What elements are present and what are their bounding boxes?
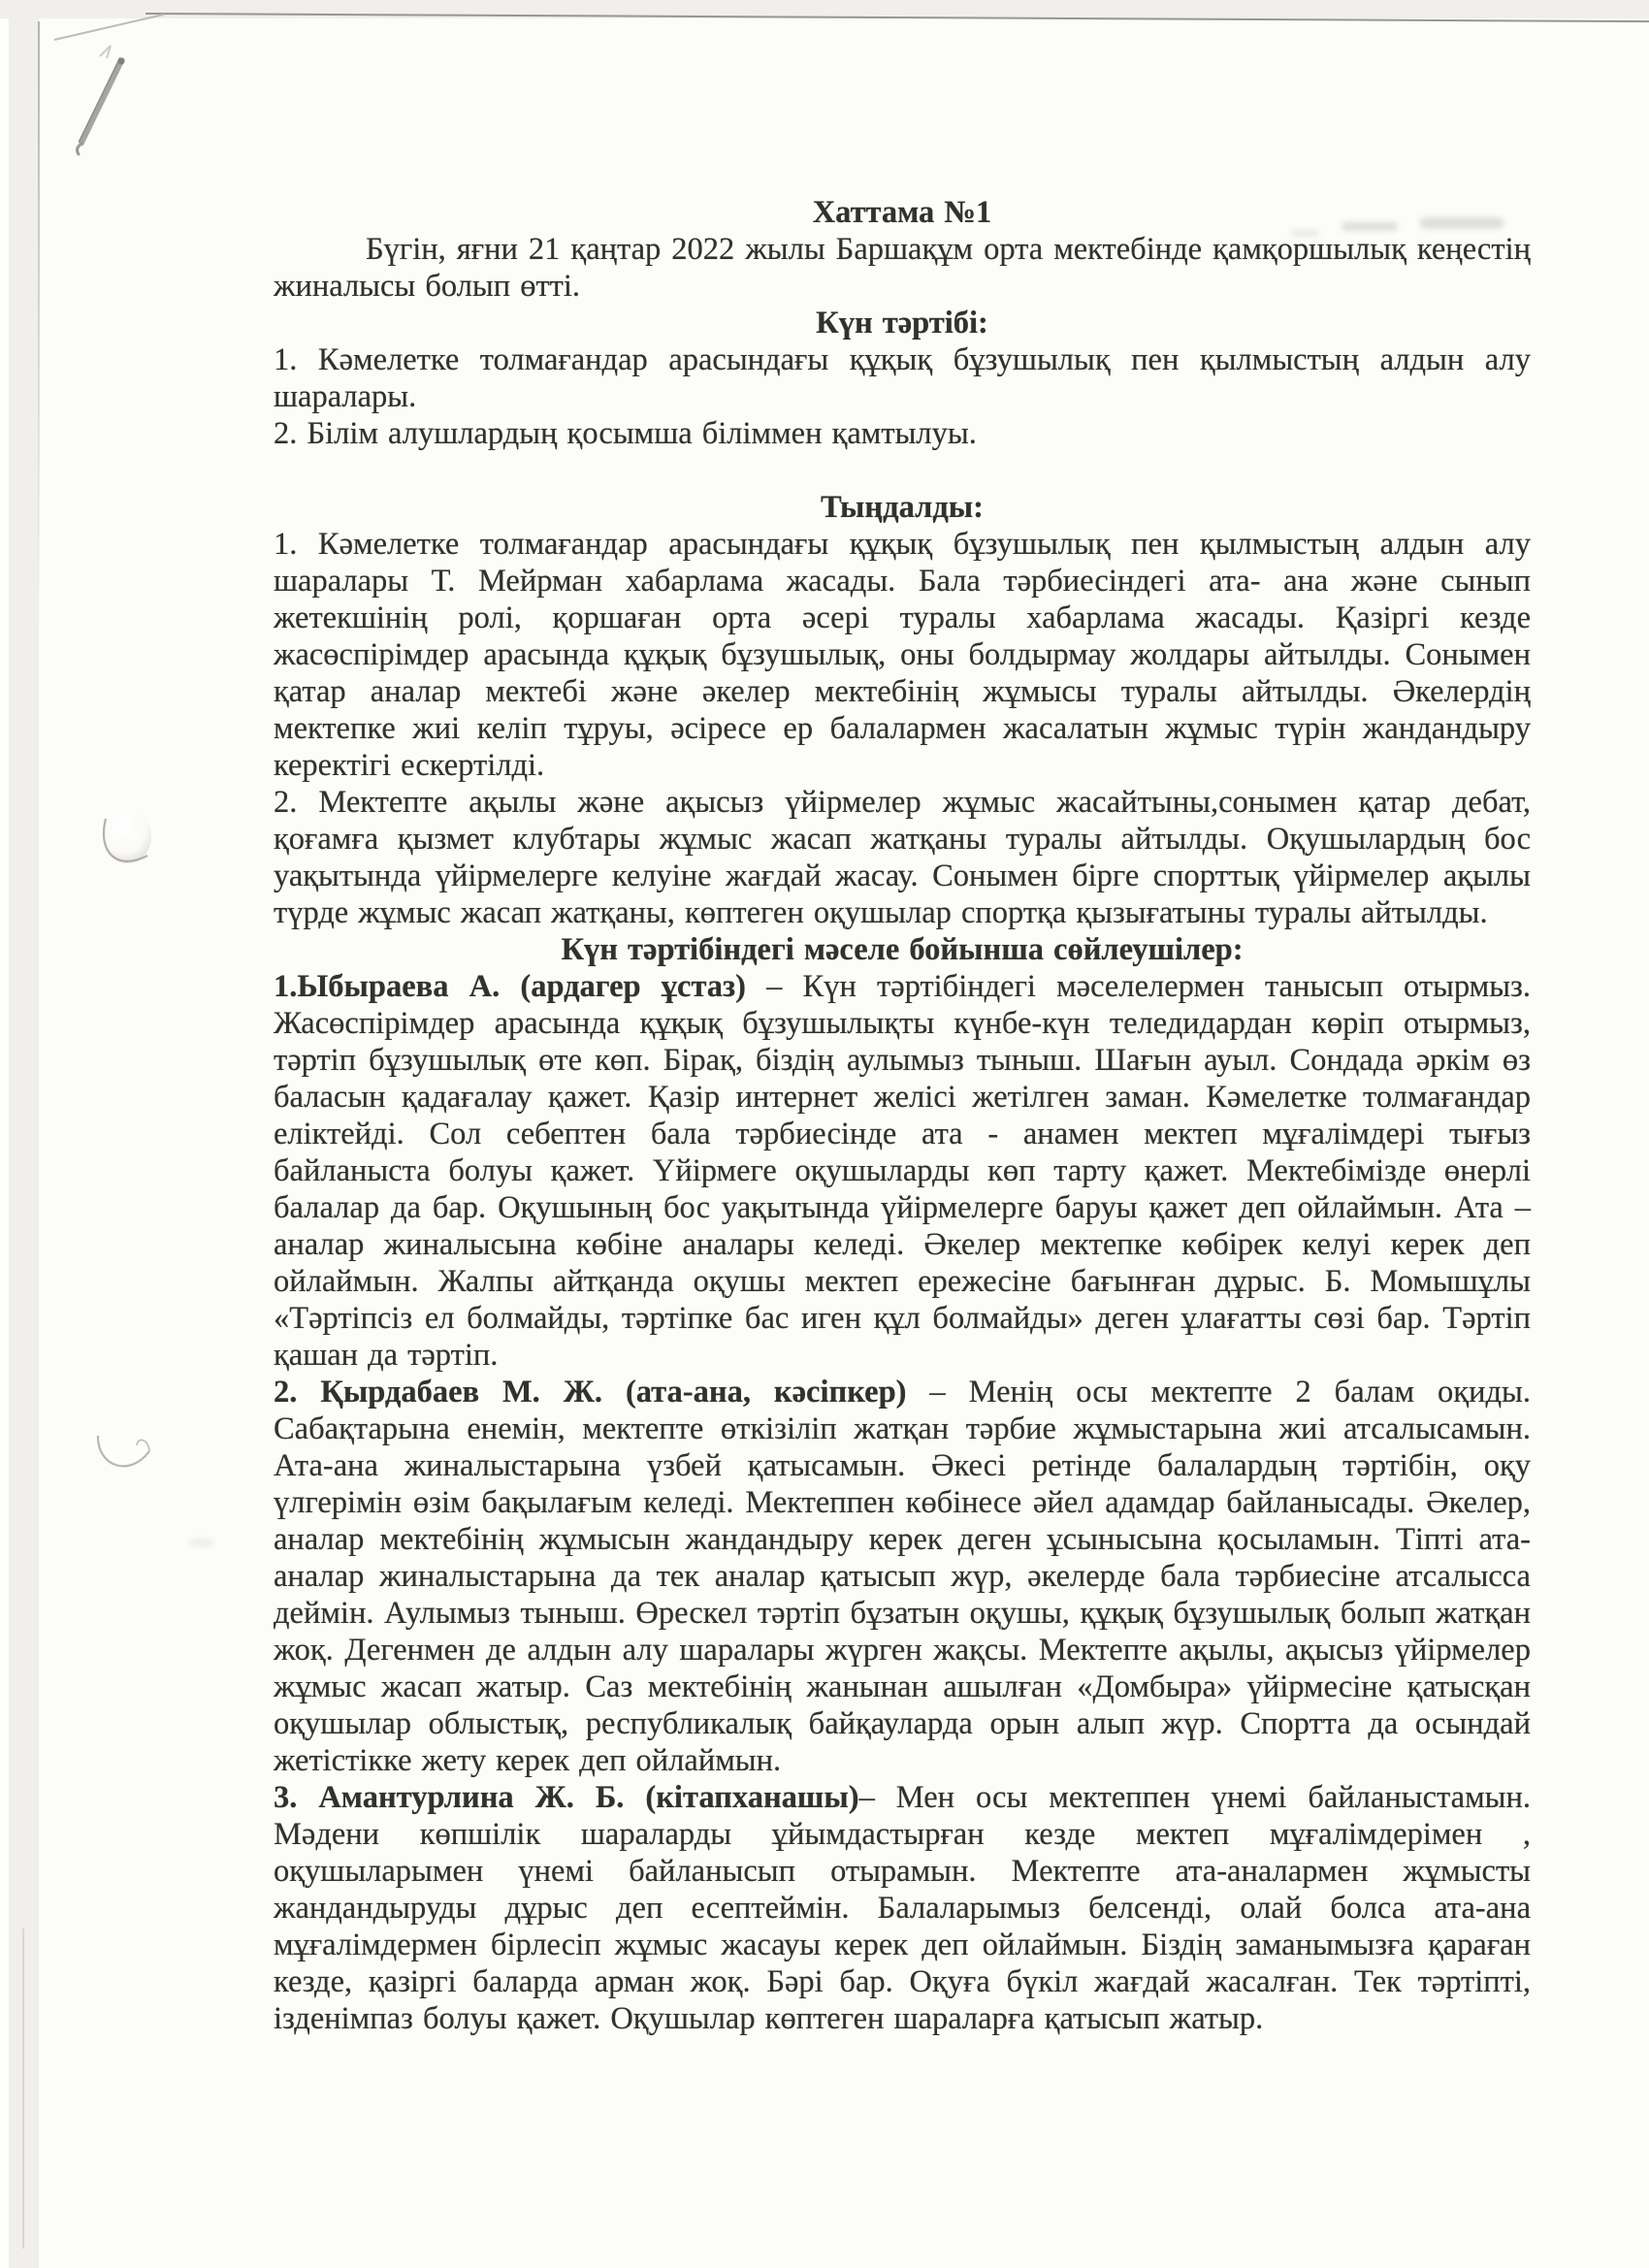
speaker-paragraph-3	[274, 1779, 1531, 2037]
page-left-edge-lower-line	[22, 1928, 24, 2249]
paper-curl-mark-1	[103, 809, 151, 863]
speaker-1-speech: – Күн тәртібіндегі мәселелермен танысып отырмыз. Жасөспірімдер арасында құқық бұзушылықты күнбе-күн теледидардан көріп отырмыз, тәртіп бұзушылық өте көп. Бірақ, біздің аулымыз тыныш. Шағын ауыл. Сондада әркім өз баласын қадағалау қажет. Қазір интернет желісі жетілген заман. Кәмелетке толмағандар еліктейді. Сол себептен бала тәрбиесінде ата - анамен мектеп мұғалімдері тығыз байланыста болуы қажет. Үйірмеге оқушыларды көп тарту қажет. Мектебімізде өнерлі балалар да бар. Оқушының бос уақытында үйірмелерге баруы қажет деп ойлаймын. Ата – аналар жиналысына көбіне аналары келеді. Әкелер мектепке көбірек келуі керек деп ойлаймын. Жалпы айтқанда оқушы мектеп ережесіне бағынған дұрыс. Б. Момышұлы «Тәртіпсіз ел болмайды, тәртіпке бас иген құл болмайды» деген ұлағатты сөзі бар. Тәртіп қашан да тәртіп.	[274, 969, 1531, 1373]
speaker-2-name: 2. Қырдабаев М. Ж. (ата-ана, кәсіпкер)	[274, 1375, 907, 1409]
heard-paragraph-2: 2. Мектепте ақылы және ақысыз үйірмелер жұмыс жасайтыны,сонымен қатар дебат, қоғамға қызмет клубтары жұмыс жасап жатқаны туралы айтылды. Оқушылардың бос уақытында үйірмелерге келуіне жағдай жасау. Сонымен бірге спорттық үйірмелер ақылы түрде жұмыс жасап жатқаны, көптеген оқушылар спортқа қызығатыны туралы айтылды.	[274, 785, 1531, 930]
heard-heading: Тыңдалды:	[820, 490, 984, 525]
speakers-heading: Күн тәртібіндегі мәселе бойынша сөйлеушілер:	[561, 932, 1244, 967]
speaker-paragraph-2	[274, 1374, 1531, 1779]
speaker-3-speech: – Мен осы мектеппен үнемі байланыстамын. Мәдени көпшілік шараларды ұйымдастырған кезде мектеп мұғалімдерімен , оқушыларымен үнемі байланысып отырамын. Мектепте ата-аналармен жұмысты жандандыруды дұрыс деп есептеймін. Балаларымыз белсенді, олай болса ата-ана мұғалімдермен бірлесіп жұмыс жасауы керек деп ойлаймын. Біздің заманымызға қараған кезде, қазіргі баларда арман жоқ. Бәрі бар. Оқуға бүкіл жағдай жасалған. Тек тәртіпті, ізденімпаз болуы қажет. Оқушылар көптеген шараларға қатысып жатыр.	[274, 1780, 1531, 2036]
speaker-1-name: 1.Ыбыраева А. (ардагер ұстаз)	[274, 969, 746, 1004]
document-content	[274, 194, 1531, 2037]
staple-icon	[78, 58, 125, 155]
page-left-edge	[38, 21, 40, 623]
speaker-3-name: 3. Амантурлина Ж. Б. (кітапханашы)	[274, 1780, 859, 1815]
speaker-paragraph-1	[274, 968, 1531, 1374]
agenda-item-1: 1. Кәмелетке толмағандар арасындағы құқық бұзушылық пен қылмыстың алдын алу шаралары.	[274, 342, 1531, 414]
speaker-2-speech: – Менің осы мектепте 2 балам оқиды. Сабақтарына енемін, мектепте өткізіліп жатқан тәрбие жұмыстарына жиі атсалысамын. Ата-ана жиналыстарына үзбей қатысамын. Әкесі ретінде балалардың тәртібін, оқу үлгерімін өзім бақылағым келеді. Мектеппен көбінесе әйел адамдар байланысады. Әкелер, аналар мектебінің жұмысын жандандыру керек деген ұсынысына қосыламын. Тіпті ата-аналар жиналыстарына да тек аналар қатысып жүр, әкелерде бала тәрбиесіне атсалысса деймін. Аулымыз тыныш. Өрескел тәртіп бұзатын оқушы, құқық бұзушылық болып жатқан жоқ. Дегенмен де алдын алу шаралары жүрген жақсы. Мектепте ақылы, ақысыз үйірмелер жұмыс жасап жатыр. Саз мектебінің жанынан ашылған «Домбыра» үйірмесіне қатысқан оқушылар облыстық, республикалық байқауларда орын алып жүр. Спортта да осындай жетістікке жету керек деп ойлаймын.	[274, 1375, 1531, 1778]
scanner-margin-left-white	[0, 0, 9, 2268]
document-title: Хаттама №1	[812, 195, 992, 230]
intro-paragraph: Бүгін, яғни 21 қаңтар 2022 жылы Баршақұм орта мектебінде қамқоршылық кеңестің жиналысы болып өтті.	[274, 232, 1531, 304]
pen-tick-mark	[100, 46, 111, 58]
heard-paragraph-1: 1. Кәмелетке толмағандар арасындағы құқық бұзушылық пен қылмыстың алдын алу шаралары Т. Мейрман хабарлама жасады. Бала тәрбиесіндегі ата- ана және сынып жетекшінің ролі, қоршаған орта әсері туралы хабарлама жасады. Қазіргі кезде жасөспірімдер арасында құқық бұзушылық, оны болдырмау жолдары айтылды. Сонымен қатар аналар мектебі және әкелер мектебінің жұмысы туралы айтылды. Әкелердің мектепке жиі келіп тұруы, әсіресе ер балалармен жасалатын жұмыс түрін жандандыру керектігі ескертілді.	[274, 527, 1531, 783]
agenda-heading: Күн тәртібі:	[816, 306, 988, 340]
paper-curl-mark-2	[98, 1428, 149, 1467]
agenda-item-2: 2. Білім алушлардың қосымша біліммен қамтылуы.	[274, 416, 977, 451]
ink-bleed-smudge	[190, 1539, 213, 1546]
